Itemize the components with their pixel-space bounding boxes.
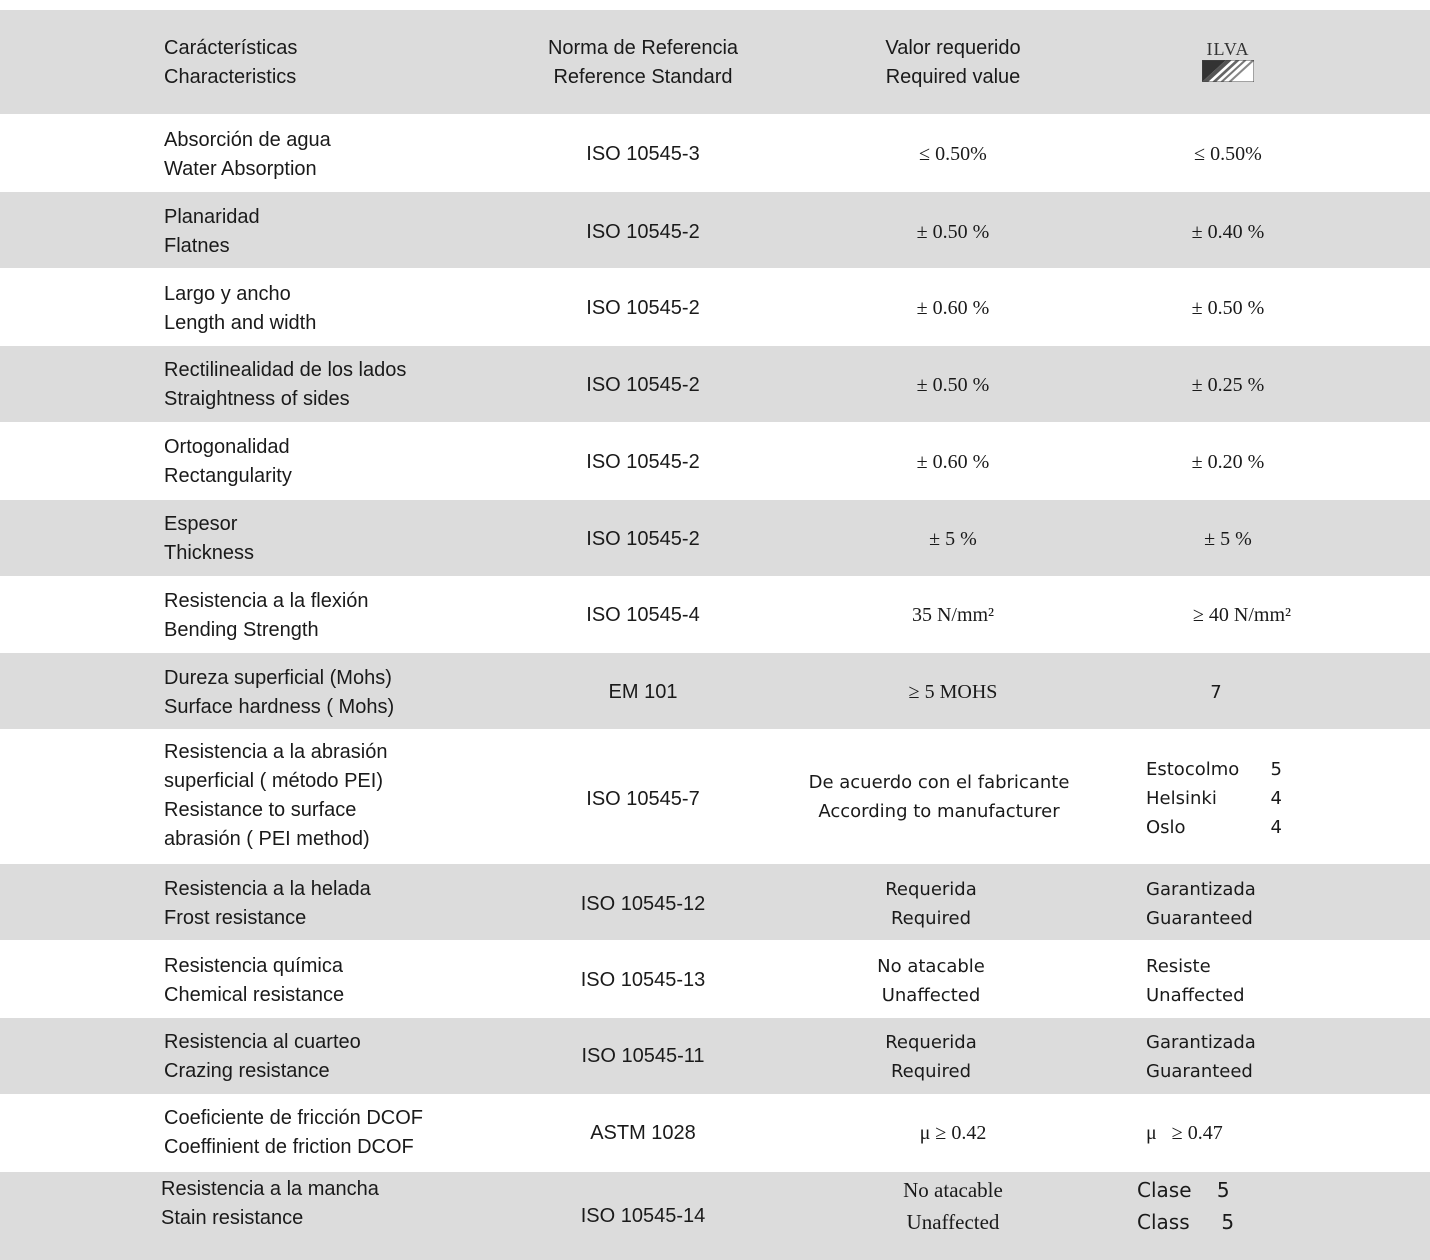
header-required: Valor requerido Required value — [885, 37, 1021, 88]
ilva-logo-stripes-icon — [1202, 60, 1254, 82]
abrasion-models: Estocolmo 5 Helsinki 4 Oslo 4 — [1146, 759, 1282, 838]
ilva-logo-text: ILVA — [1206, 39, 1250, 59]
header-characteristics: Carácterísticas Characteristics — [164, 37, 298, 88]
ilva-logo — [1180, 40, 1276, 82]
header-standard: Norma de Referencia Reference Standard — [547, 37, 739, 88]
